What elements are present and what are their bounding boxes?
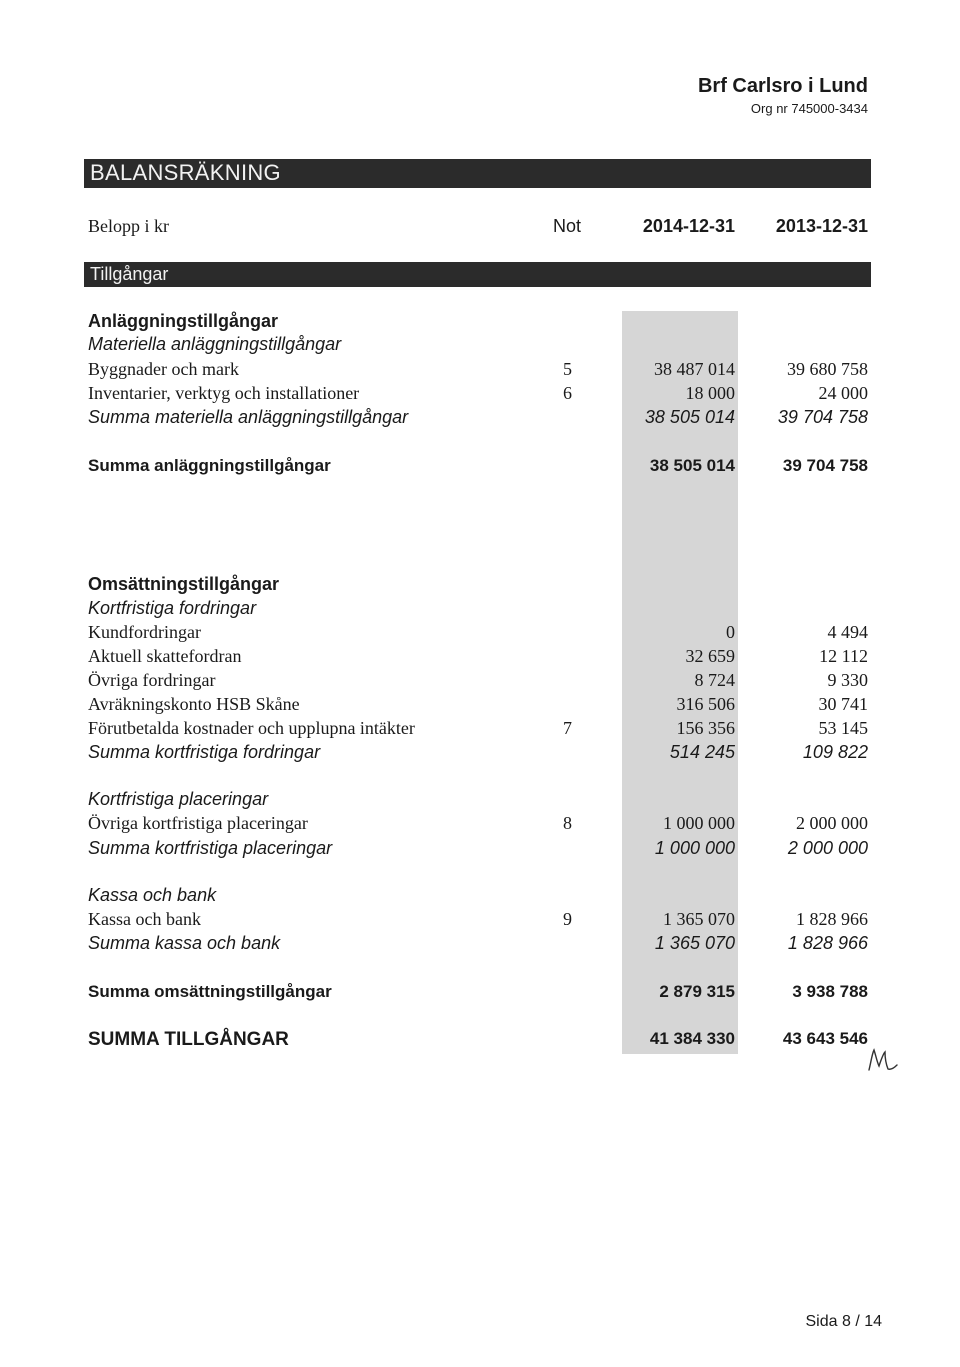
- page-number: Sida 8 / 14: [805, 1313, 882, 1330]
- year-2013-column-header: 2013-12-31: [775, 216, 868, 236]
- value-2014: 316 506: [676, 694, 735, 714]
- organization-name: Brf Carlsro i Lund: [697, 75, 868, 97]
- section-banner: [84, 262, 871, 287]
- subsection-heading: [0, 334, 960, 358]
- value-2014: 38 505 014: [649, 456, 735, 475]
- table-row: [0, 909, 960, 933]
- row-label: Omsättningstillgångar: [88, 574, 280, 594]
- row-label: Aktuell skattefordran: [88, 646, 242, 666]
- value-2014: 38 505 014: [644, 407, 735, 427]
- section-title: Tillgångar: [90, 264, 169, 284]
- note-reference: 6: [563, 383, 572, 403]
- value-2014: 8 724: [694, 670, 735, 690]
- row-label: Övriga fordringar: [88, 670, 216, 690]
- section-heading: [0, 574, 960, 598]
- subsection-heading: [0, 789, 960, 813]
- section-heading: [0, 311, 960, 335]
- value-2013: 9 330: [827, 670, 868, 690]
- table-row: [0, 622, 960, 646]
- table-row: [0, 383, 960, 407]
- grand-total-row: [0, 1029, 960, 1053]
- value-2013: 2 000 000: [787, 838, 868, 858]
- note-reference: 9: [563, 909, 572, 929]
- row-label: Kassa och bank: [88, 885, 217, 905]
- note-column-header: Not: [553, 216, 582, 236]
- table-row: [0, 359, 960, 383]
- value-2013: 39 704 758: [777, 407, 868, 427]
- row-label: Summa kassa och bank: [88, 933, 281, 953]
- row-label: Kortfristiga placeringar: [88, 789, 269, 809]
- subsection-heading: [0, 885, 960, 909]
- row-label: Övriga kortfristiga placeringar: [88, 813, 308, 833]
- value-2013: 24 000: [818, 383, 868, 403]
- value-2013: 39 680 758: [787, 359, 868, 379]
- table-row: [0, 694, 960, 718]
- year-2014-column-header: 2014-12-31: [642, 216, 735, 236]
- value-2014: 2 879 315: [659, 982, 735, 1001]
- value-2014: 1 365 070: [663, 909, 735, 929]
- row-label: Avräkningskonto HSB Skåne: [88, 694, 300, 714]
- value-2013: 30 741: [818, 694, 868, 714]
- subtotal-row: [0, 742, 960, 766]
- value-2014: 18 000: [685, 383, 735, 403]
- value-2013: 1 828 966: [787, 933, 868, 953]
- table-row: [0, 670, 960, 694]
- handwritten-initials: [866, 1044, 900, 1074]
- value-2013: 109 822: [802, 742, 868, 762]
- value-2013: 3 938 788: [792, 982, 868, 1001]
- value-2014: 1 000 000: [663, 813, 735, 833]
- value-2013: 43 643 546: [782, 1029, 868, 1048]
- row-label: Materiella anläggningstillgångar: [88, 334, 342, 354]
- table-row: [0, 646, 960, 670]
- report-title: BALANSRÄKNING: [90, 160, 281, 185]
- row-label: SUMMA TILLGÅNGAR: [88, 1029, 289, 1050]
- row-label: Anläggningstillgångar: [88, 311, 279, 331]
- value-2014: 1 000 000: [654, 838, 735, 858]
- note-reference: 8: [563, 813, 572, 833]
- table-row: [0, 718, 960, 742]
- value-2014: 514 245: [669, 742, 735, 762]
- row-label: Kassa och bank: [88, 909, 201, 929]
- amount-unit-label: Belopp i kr: [88, 216, 169, 236]
- row-label: Inventarier, verktyg och installationer: [88, 383, 360, 403]
- row-label: Summa anläggningstillgångar: [88, 456, 331, 475]
- organization-header: [698, 74, 868, 118]
- value-2013: 2 000 000: [796, 813, 868, 833]
- note-reference: 5: [563, 359, 572, 379]
- value-2013: 12 112: [819, 646, 868, 666]
- value-2013: 1 828 966: [796, 909, 868, 929]
- row-label: Kundfordringar: [88, 622, 201, 642]
- value-2013: 4 494: [827, 622, 868, 642]
- total-row: [0, 456, 960, 480]
- row-label: Summa kortfristiga placeringar: [88, 838, 333, 858]
- value-2014: 32 659: [685, 646, 735, 666]
- row-label: Summa materiella anläggningstillgångar: [88, 407, 409, 427]
- total-row: [0, 982, 960, 1006]
- value-2014: 0: [726, 622, 735, 642]
- subsection-heading: [0, 598, 960, 622]
- value-2014: 38 487 014: [654, 359, 735, 379]
- value-2014: 1 365 070: [654, 933, 735, 953]
- note-reference: 7: [563, 718, 572, 738]
- value-2014: 156 356: [676, 718, 735, 738]
- subtotal-row: [0, 933, 960, 957]
- value-2014: 41 384 330: [649, 1029, 735, 1048]
- row-label: Förutbetalda kostnader och upplupna intäkter: [88, 718, 415, 738]
- report-title-banner: [84, 159, 871, 188]
- row-label: Summa omsättningstillgångar: [88, 982, 332, 1001]
- row-label: Summa kortfristiga fordringar: [88, 742, 321, 762]
- organization-number: Org nr 745000-3434: [750, 101, 868, 116]
- subtotal-row: [0, 838, 960, 862]
- row-label: Kortfristiga fordringar: [88, 598, 257, 618]
- row-label: Byggnader och mark: [88, 359, 239, 379]
- table-row: [0, 813, 960, 837]
- subtotal-row: [0, 407, 960, 431]
- value-2013: 39 704 758: [782, 456, 868, 475]
- value-2013: 53 145: [818, 718, 868, 738]
